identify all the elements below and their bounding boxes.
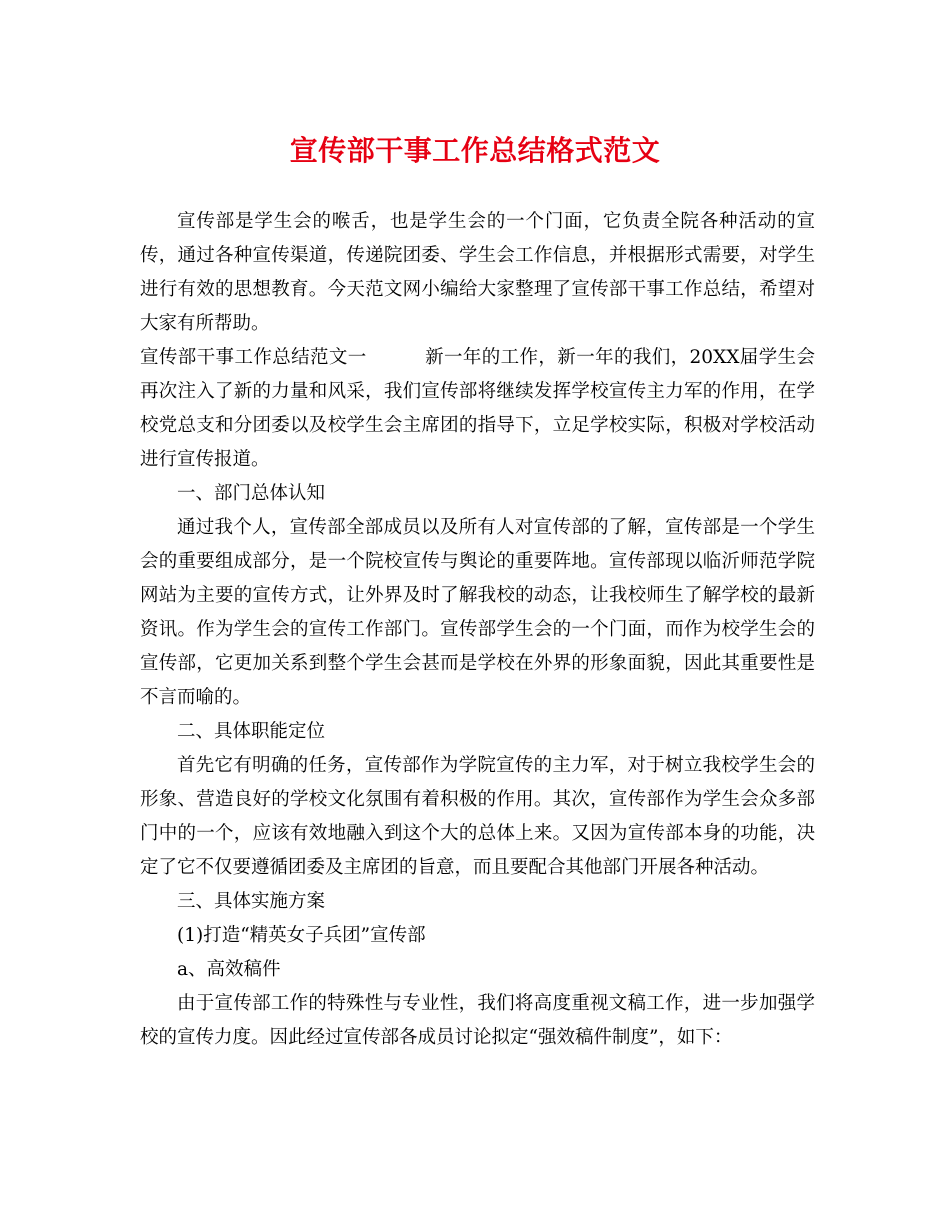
paragraph: 通过我个人，宣传部全部成员以及所有人对宣传部的了解，宣传部是一个学生会的重要组成部分，是一个院校宣传与舆论的重要阵地。宣传部现以临沂师范学院网站为主要的宣传方式，让外界及时了解我校的动态，让我校师生了解学校的最新资讯。作为学生会的宣传工作部门。宣传部学生会的一个门面，而作为校学生会的宣传部，它更加关系到整个学生会甚而是学校在外界的形象面貌，因此其重要性是不言而喻的。 <box>140 517 815 708</box>
section-label: 宣传部干事工作总结范文一 <box>140 347 367 368</box>
paragraph: 首先它有明确的任务，宣传部作为学院宣传的主力军，对于树立我校学生会的形象、营造良好的学校文化氛围有着积极的作用。其次，宣传部作为学生会众多部门中的一个，应该有效地融入到这个大的总体上来。又因为宣传部本身的功能，决定了它不仅要遵循团委及主席团的旨意，而且要配合其他部门开展各种活动。 <box>140 755 815 878</box>
paragraph: 三、具体实施方案 <box>177 891 326 912</box>
document-body <box>140 205 815 1055</box>
paragraph: 二、具体职能定位 <box>177 721 326 742</box>
section-text: 新一年的工作，新一年的我们，20XX届学生会再次注入了新的力量和风采，我们宣传部将继续发挥学校宣传主力军的作用，在学校党总支和分团委以及校学生会主席团的指导下，立足学校实际，积极对学校活动进行宣传报道。 <box>140 347 815 470</box>
paragraph: 由于宣传部工作的特殊性与专业性，我们将高度重视文稿工作，进一步加强学校的宣传力度。因此经过宣传部各成员讨论拟定“强效稿件制度”，如下： <box>140 993 815 1048</box>
document-title: 宣传部干事工作总结格式范文 <box>289 134 661 167</box>
section-paragraph <box>140 341 815 477</box>
paragraph: (1)打造“精英女子兵团”宣传部 <box>177 925 426 946</box>
paragraph: 宣传部是学生会的喉舌，也是学生会的一个门面，它负责全院各种活动的宣传，通过各种宣传渠道，传递院团委、学生会工作信息，并根据形式需要，对学生进行有效的思想教育。今天范文网小编给大家整理了宣传部干事工作总结，希望对大家有所帮助。 <box>140 211 815 334</box>
paragraph: 一、部门总体认知 <box>177 483 326 504</box>
paragraph: a、高效稿件 <box>177 959 281 980</box>
